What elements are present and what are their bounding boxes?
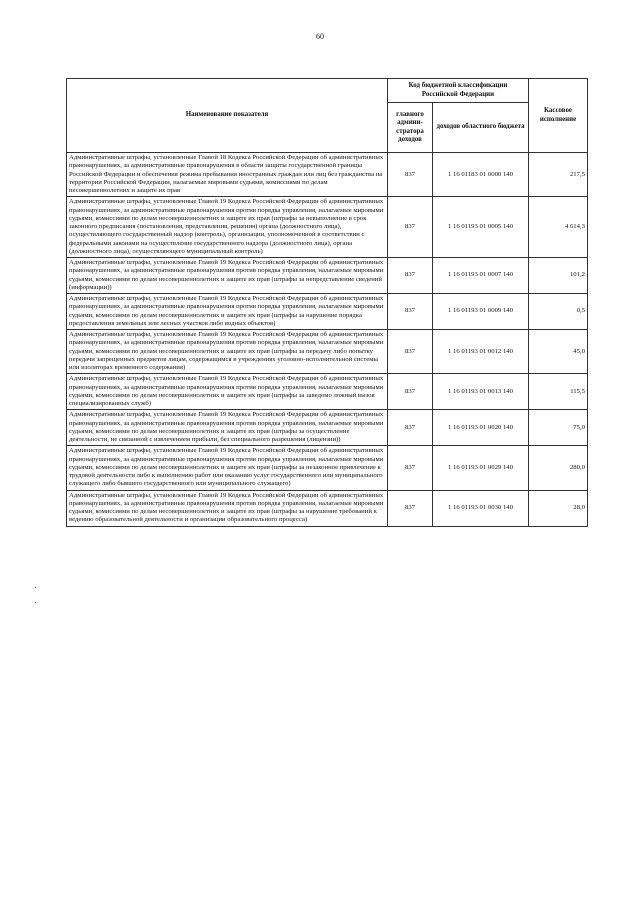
row-admin-code: 837 xyxy=(388,490,433,526)
row-amount: 217,5 xyxy=(529,153,588,197)
row-amount: 45,0 xyxy=(529,330,588,374)
table-body xyxy=(67,153,588,527)
header-code-group: Код бюджетной классификации Российской Федерации xyxy=(388,79,529,103)
row-admin-code: 837 xyxy=(388,374,433,410)
page-number: 60 xyxy=(316,32,324,41)
row-name: Административные штрафы, установленные Главой 19 Кодекса Российской Федерации об административных правонарушениях, за административные правонарушения против порядка управления, налагаемые мировыми судьями, комиссиями по делам несовершеннолетних и защите их прав (штрафы за заведомо ложный вызов специализированных служб) xyxy=(67,374,388,410)
table-row xyxy=(67,330,588,374)
row-amount: 28,0 xyxy=(529,490,588,526)
budget-table xyxy=(66,78,588,527)
row-amount: 115,5 xyxy=(529,374,588,410)
row-admin-code: 837 xyxy=(388,294,433,330)
row-revenue-code: 1 16 01193 01 0012 140 xyxy=(433,330,529,374)
row-revenue-code: 1 16 01193 01 0005 140 xyxy=(433,197,529,258)
row-admin-code: 837 xyxy=(388,330,433,374)
row-amount: 75,0 xyxy=(529,410,588,446)
row-amount: 280,0 xyxy=(529,446,588,490)
row-name: Административные штрафы, установленные Главой 19 Кодекса Российской Федерации об административных правонарушениях, за административные правонарушения против порядка управления, налагаемые мировыми судьями, комиссиями по делам несовершеннолетних и защите их прав (штрафы за нарушение требований к ведению образовательной деятельности и организации образовательного процесса) xyxy=(67,490,388,526)
row-name: Административные штрафы, установленные Главой 19 Кодекса Российской Федерации об административных правонарушениях, за административные правонарушения против порядка управления, налагаемые мировыми судьями, комиссиями по делам несовершеннолетних и защите их прав (штрафы за нарушение порядка предоставления земельных или лесных участков либо водных объектов) xyxy=(67,294,388,330)
table-row xyxy=(67,410,588,446)
header-name: Наименование показателя xyxy=(67,79,388,153)
row-revenue-code: 1 16 01183 01 0000 140 xyxy=(433,153,529,197)
row-revenue-code: 1 16 01193 01 0029 140 xyxy=(433,446,529,490)
row-admin-code: 837 xyxy=(388,153,433,197)
row-name: Административные штрафы, установленные Главой 19 Кодекса Российской Федерации об административных правонарушениях, за административные правонарушения против порядка управления, налагаемые мировыми судьями, комиссиями по делам несовершеннолетних и защите их прав (штрафы за непредставление сведений (информации)) xyxy=(67,258,388,294)
row-revenue-code: 1 16 01193 01 0009 140 xyxy=(433,294,529,330)
table-row xyxy=(67,374,588,410)
table-row xyxy=(67,153,588,197)
row-amount: 4 614,3 xyxy=(529,197,588,258)
row-revenue-code: 1 16 01193 01 0030 140 xyxy=(433,490,529,526)
table-row xyxy=(67,294,588,330)
table-header xyxy=(67,79,588,153)
row-amount: 0,5 xyxy=(529,294,588,330)
table-row xyxy=(67,197,588,258)
header-admin: главного админи-стратора доходов xyxy=(388,103,433,153)
scan-speck xyxy=(35,587,36,588)
header-cash: Кассовое исполнение xyxy=(529,79,588,153)
row-admin-code: 837 xyxy=(388,410,433,446)
row-revenue-code: 1 16 01193 01 0020 140 xyxy=(433,410,529,446)
row-revenue-code: 1 16 01193 01 0007 140 xyxy=(433,258,529,294)
row-revenue-code: 1 16 01193 01 0013 140 xyxy=(433,374,529,410)
row-name: Административные штрафы, установленные Главой 19 Кодекса Российской Федерации об административных правонарушениях, за административные правонарушения против порядка управления, налагаемые мировыми судьями, комиссиями по делам несовершеннолетних и защите их прав (штрафы за передачу либо попытку передачи запрещенных предметов лицам, содержащимся в учреждениях уголовно-исполнительной системы или изоляторах временного содержания) xyxy=(67,330,388,374)
table-row xyxy=(67,258,588,294)
header-revenue-code: доходов областного бюджета xyxy=(433,103,529,153)
row-admin-code: 837 xyxy=(388,197,433,258)
row-name: Административные штрафы, установленные Главой 19 Кодекса Российской Федерации об административных правонарушениях, за административные правонарушения против порядка управления, налагаемые мировыми судьями, комиссиями по делам несовершеннолетних и защите их прав (штрафы за осуществление деятельности, не связанной с извлечением прибыли, без специального разрешения (лицензии)) xyxy=(67,410,388,446)
row-admin-code: 837 xyxy=(388,258,433,294)
row-name: Административные штрафы, установленные Главой 19 Кодекса Российской Федерации об административных правонарушениях, за административные правонарушения против порядка управления, налагаемые мировыми судьями, комиссиями по делам несовершеннолетних и защите их прав (штрафы за незаконное привлечение к трудовой деятельности либо к выполнению работ или оказанию услуг государственного или муниципального служащего либо бывшего государственного или муниципального служащего) xyxy=(67,446,388,490)
row-amount: 101,2 xyxy=(529,258,588,294)
scan-speck xyxy=(35,602,36,603)
row-name: Административные штрафы, установленные Главой 19 Кодекса Российской Федерации об административных правонарушениях, за административные правонарушения против порядка управления, налагаемые мировыми судьями, комиссиями по делам несовершеннолетних и защите их прав (штрафы за невыполнение в срок законного предписания (постановления, представления, решения) органа (должностного лица), осуществляющего государственный надзор (контроль), организации, уполномоченной в соответствии с федеральными законами на осуществление государственного надзора (должностного лица), органа (должностного лица), осуществляющего муниципальный контроль) xyxy=(67,197,388,258)
row-admin-code: 837 xyxy=(388,446,433,490)
row-name: Административные штрафы, установленные Главой 18 Кодекса Российской Федерации об административных правонарушениях, за административные правонарушения в области защиты государственной границы Российской Федерации и обеспечения режима пребывания иностранных граждан или лиц без гражданства на территории Российской Федерации, налагаемые мировыми судьями, комиссиями по делам несовершеннолетних и защите их прав xyxy=(67,153,388,197)
table-row xyxy=(67,446,588,490)
table-row xyxy=(67,490,588,526)
